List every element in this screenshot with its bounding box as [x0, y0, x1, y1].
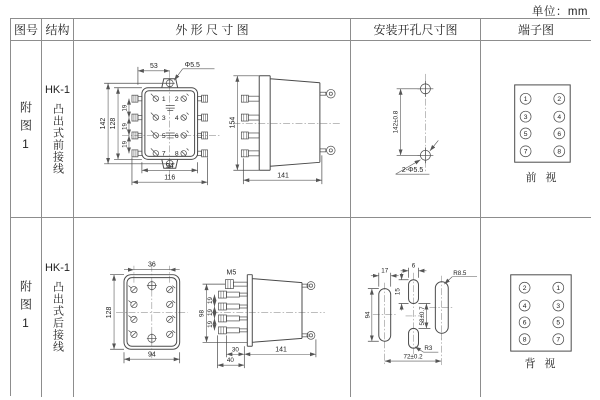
dim-pitch: 19	[121, 140, 129, 148]
terminal-number: 1	[523, 96, 527, 104]
relay-body-side-view	[259, 76, 320, 170]
row1-model-label: HK-1	[44, 83, 71, 96]
dim-slot-radius: R8.5	[453, 269, 467, 277]
dim-inner-width: 94	[165, 162, 174, 170]
side-view-studs	[218, 279, 314, 339]
dim-center-slot-spacing: 58±0.7	[418, 305, 426, 325]
centerlines	[373, 272, 454, 365]
mounting-dimensions	[393, 89, 439, 174]
row2-fig-cell	[11, 218, 42, 397]
terminal-number: 8	[522, 336, 526, 344]
dim-top-width: 36	[147, 261, 156, 269]
rear-wiring-panel-cutout-drawing	[351, 219, 480, 397]
view-label: 背 视	[524, 357, 558, 370]
dim-outer-width: 116	[164, 174, 176, 182]
dim-inner-height: 128	[110, 117, 118, 130]
terminal-number: 4	[174, 114, 179, 122]
terminal-number: 8	[556, 148, 561, 156]
terminal-number: 6	[174, 132, 179, 140]
dim-stud-length: 30	[231, 345, 239, 353]
terminal-number: 2	[522, 284, 526, 292]
centerlines	[116, 264, 325, 357]
dim-depth: 141	[275, 345, 287, 353]
dim-slot-spacing: 72±0.2	[403, 353, 423, 361]
relay-front-wiring-outline-drawing	[74, 41, 350, 217]
col-header-structure: 结构	[42, 19, 74, 41]
dim-side-height: 154	[229, 116, 237, 129]
col-header-terminal: 端子图	[481, 19, 591, 41]
terminal-number: 3	[523, 113, 527, 121]
dim-top-width: 53	[149, 62, 158, 70]
dim-hole-callout: 2-Φ5.5	[401, 167, 424, 175]
view-label: 前 视	[525, 172, 559, 185]
row2-fig-label: 附图1	[18, 279, 33, 336]
row2-model-label: HK-1	[44, 262, 71, 274]
dim-ear-hole: Φ5.5	[184, 61, 200, 69]
dim-slot-width: 17	[381, 266, 389, 274]
row2-structure-cell	[42, 218, 74, 397]
terminal-number: 5	[555, 319, 560, 327]
dim-slot-height: 94	[364, 310, 372, 318]
terminal-number: 4	[556, 113, 561, 121]
row1-structure-label: 凸出式前接线	[51, 102, 64, 175]
terminal-number: 5	[161, 132, 166, 140]
terminal-number: 3	[555, 302, 560, 310]
relay-body-side-view	[247, 274, 302, 346]
row1-structure-cell	[42, 41, 74, 218]
terminal-number: 2	[174, 96, 179, 104]
terminal-number: 8	[174, 150, 179, 158]
terminal-number: 7	[555, 336, 560, 344]
terminal-number: 2	[556, 96, 561, 104]
dim-hole-spacing: 142±0.8	[392, 110, 400, 134]
side-view-studs	[241, 89, 335, 156]
terminal-number: 1	[161, 96, 166, 104]
relay-rear-wiring-outline-drawing	[74, 219, 350, 397]
col-header-mounting: 安装开孔尺寸图	[351, 19, 481, 41]
dim-center-slot-radius: R3	[424, 344, 433, 352]
row1-fig-cell	[11, 41, 42, 218]
row1-terminal-cell	[481, 41, 591, 218]
dim-thread: M5	[226, 269, 237, 277]
unit-label: 单位：mm	[531, 6, 588, 18]
terminal-number: 7	[161, 150, 166, 158]
dim-pitch: 19	[207, 308, 214, 316]
col-header-outline: 外 形 尺 寸 图	[74, 19, 351, 41]
dim-center-slot-height: 15	[394, 287, 402, 295]
row2-structure-label: 凸出式后接线	[51, 281, 64, 353]
mounting-holes	[417, 81, 433, 163]
cutout-dimensions	[364, 262, 477, 361]
col-header-fig: 图号	[11, 19, 42, 41]
dim-pitch: 19	[207, 320, 214, 328]
dim-stud-overall: 40	[226, 356, 234, 364]
dim-pitch: 19	[121, 104, 129, 112]
terminal-diagram-front-view	[482, 41, 591, 217]
side-view-dimensions	[229, 76, 322, 184]
terminal-block-outline	[510, 274, 570, 350]
dim-pitch: 19	[121, 123, 129, 130]
row1-fig-label: 附图1	[18, 101, 33, 157]
terminal-number: 5	[523, 130, 527, 138]
side-view-dimensions	[199, 269, 316, 367]
terminal-diagram-rear-view	[482, 219, 591, 397]
terminal-number: 7	[523, 148, 527, 156]
dim-outer-height: 142	[100, 117, 108, 130]
dim-width: 94	[147, 351, 156, 359]
row1-outline-cell	[74, 41, 351, 218]
terminal-number: 1	[555, 284, 560, 292]
terminal-number: 4	[522, 302, 526, 310]
row1-mounting-cell	[351, 41, 481, 218]
dim-center-slot-width: 6	[411, 261, 416, 269]
dim-height: 128	[106, 306, 114, 318]
dim-depth: 141	[277, 172, 289, 180]
dim-side-height: 98	[198, 309, 206, 317]
terminal-number: 6	[522, 319, 526, 327]
row2-mounting-cell	[351, 218, 481, 397]
terminal-number: 3	[161, 114, 166, 122]
spec-table	[10, 18, 590, 396]
terminal-number: 6	[556, 130, 561, 138]
dim-pitch: 19	[207, 296, 214, 304]
row2-terminal-cell	[481, 218, 591, 397]
front-wiring-panel-cutout-drawing	[351, 41, 480, 217]
row2-outline-cell	[74, 218, 351, 397]
